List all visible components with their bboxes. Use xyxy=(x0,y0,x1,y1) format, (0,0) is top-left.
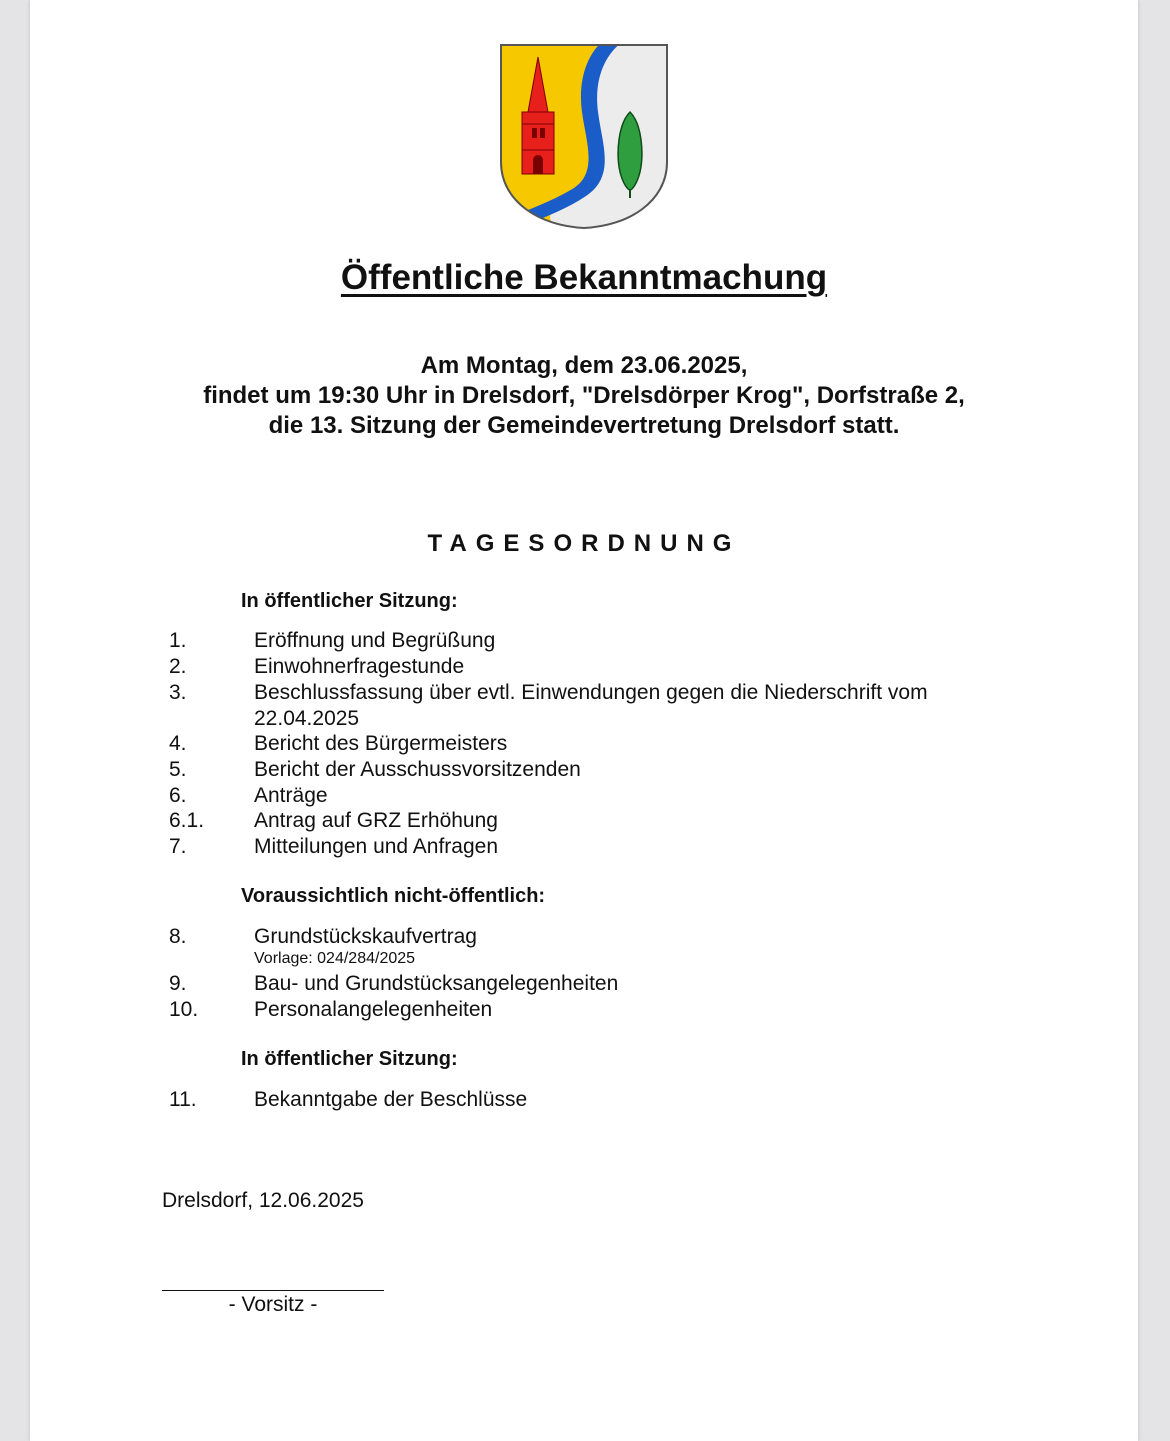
section-title: Voraussichtlich nicht-öffentlich: xyxy=(241,885,546,907)
intro-line: Am Montag, dem 23.06.2025, xyxy=(420,352,748,379)
agenda-item-number: 7. xyxy=(169,835,187,858)
intro-line: findet um 19:30 Uhr in Drelsdorf, "Drelsdörper Krog", Dorfstraße 2, xyxy=(203,382,965,409)
agenda-item-number: 6.1. xyxy=(169,809,205,832)
place-date: Drelsdorf, 12.06.2025 xyxy=(162,1189,364,1212)
agenda-item-text: Bau- und Grundstücksangelegenheiten xyxy=(254,972,619,995)
agenda-item-number: 5. xyxy=(169,758,187,781)
agenda-item-text-line: Grundstückskaufvertrag xyxy=(254,925,477,948)
agenda-item-number: 2. xyxy=(169,655,187,678)
section-title: In öffentlicher Sitzung: xyxy=(241,1048,458,1070)
agenda-heading: TAGESORDNUNG xyxy=(427,530,741,557)
agenda-item-text: Bericht der Ausschussvorsitzenden xyxy=(254,758,581,781)
page-title: Öffentliche Bekanntmachung xyxy=(340,258,828,297)
agenda-item-text: Bekanntgabe der Beschlüsse xyxy=(254,1088,528,1111)
agenda-item-number: 6. xyxy=(169,784,187,807)
agenda-item-text: Eröffnung und Begrüßung xyxy=(254,629,496,652)
agenda-item-text-line: Beschlussfassung über evtl. Einwendungen gegen die Niederschrift vom xyxy=(254,681,928,704)
agenda-item-number: 3. xyxy=(169,681,187,704)
coat-of-arms-icon xyxy=(498,42,670,230)
agenda-item-note: Vorlage: 024/284/2025 xyxy=(254,950,416,967)
agenda-item-number: 1. xyxy=(169,629,187,652)
agenda-item-text: Mitteilungen und Anfragen xyxy=(254,835,499,858)
agenda-item-number: 10. xyxy=(169,998,199,1021)
signature-line xyxy=(162,1290,384,1291)
document-page xyxy=(30,0,1138,1441)
signature-label: - Vorsitz - xyxy=(228,1293,318,1316)
agenda-item-text xyxy=(254,680,1014,732)
agenda-item-text: Personalangelegenheiten xyxy=(254,998,493,1021)
agenda-item-text-line: 22.04.2025 xyxy=(254,707,360,730)
agenda-item-number: 9. xyxy=(169,972,187,995)
agenda-item-number: 4. xyxy=(169,732,187,755)
agenda-item-text: Anträge xyxy=(254,784,328,807)
agenda-item-number: 11. xyxy=(169,1088,197,1111)
agenda-item-text xyxy=(254,924,1014,968)
agenda-item-text: Antrag auf GRZ Erhöhung xyxy=(254,809,498,832)
agenda-item-number: 8. xyxy=(169,925,187,948)
section-title: In öffentlicher Sitzung: xyxy=(241,590,458,612)
intro-line: die 13. Sitzung der Gemeindevertretung Drelsdorf statt. xyxy=(268,412,900,439)
agenda-item-text: Bericht des Bürgermeisters xyxy=(254,732,508,755)
agenda-item-text: Einwohnerfragestunde xyxy=(254,655,465,678)
meeting-announcement xyxy=(30,351,1138,441)
